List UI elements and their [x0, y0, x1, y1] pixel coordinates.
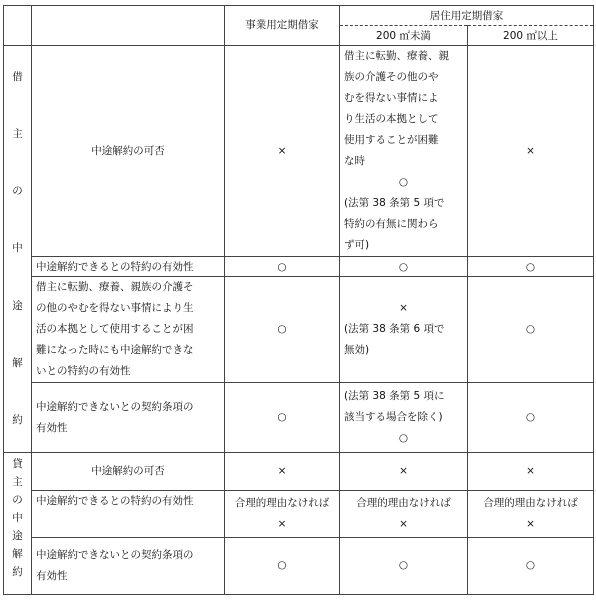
text-line: ず可)	[344, 239, 370, 251]
landlord-row1-item: 中途解約の可否	[32, 453, 225, 491]
header-corner-blank-1	[4, 6, 32, 46]
landlord-label-char: 中	[12, 512, 23, 524]
text-line: 合理的理由なければ	[483, 496, 578, 509]
cross-mark: ×	[277, 517, 287, 530]
text-line: 合理的理由なければ	[234, 496, 330, 509]
landlord-row1-over200: ×	[468, 453, 594, 491]
landlord-label-char: 途	[12, 530, 23, 542]
header-under-200sqm: 200 ㎡未満	[340, 26, 468, 46]
text-line: 借主に転勤、療養、親族の介護そ	[36, 281, 194, 293]
text-line: 合理的理由なければ	[356, 496, 451, 509]
tenant-label-char: 解	[12, 357, 23, 370]
landlord-label-char: の	[12, 494, 23, 506]
tenant-row2-business: ○	[225, 257, 340, 277]
text-line: の他のやむを得ない事情により生	[36, 302, 194, 314]
text-line: 活の本拠として使用することが困	[36, 323, 194, 335]
text-line: (法第 38 条第 6 項で	[344, 323, 445, 335]
termination-comparison-table	[3, 5, 594, 595]
text-line: (法第 38 条第 5 項で	[344, 197, 445, 209]
text-line: 有効性	[36, 421, 68, 434]
tenant-row1-under200	[340, 46, 468, 257]
tenant-row2-item: 中途解約できるとの特約の有効性	[32, 257, 225, 277]
text-line: 族の介護その他のや	[344, 71, 439, 83]
landlord-label-char: 主	[12, 476, 23, 488]
tenant-label-char: 途	[12, 299, 23, 312]
tenant-row3-item	[32, 277, 225, 383]
tenant-row4-over200: ○	[468, 383, 594, 453]
tenant-row1-item: 中途解約の可否	[32, 46, 225, 257]
tenant-label-char: 中	[12, 242, 23, 255]
tenant-row2-over200: ○	[468, 257, 594, 277]
tenant-row3-business: ○	[225, 277, 340, 383]
text-line: 借主に転勤、療養、親	[344, 50, 449, 62]
tenant-row4-under200	[340, 383, 468, 453]
landlord-label-char: 解	[12, 548, 23, 560]
tenant-label-char: 借	[12, 70, 23, 83]
landlord-row3-business: ○	[225, 537, 340, 594]
landlord-label-char: 約	[12, 566, 23, 578]
header-over-200sqm: 200 ㎡以上	[468, 26, 594, 46]
text-line: (法第 38 条第 5 項に	[344, 390, 445, 402]
text-line: 特約の有無に関わら	[344, 218, 439, 230]
tenant-label-char: の	[12, 185, 23, 198]
header-business-lease: 事業用定期借家	[225, 6, 340, 46]
cross-mark: ×	[526, 517, 535, 530]
landlord-row3-item	[32, 537, 225, 594]
landlord-termination-label	[4, 453, 32, 595]
tenant-row1-business: ×	[225, 46, 340, 257]
landlord-row2-over200	[468, 490, 594, 537]
tenant-row4-item	[32, 383, 225, 453]
text-line: 中途解約できないとの契約条項の	[36, 548, 194, 561]
tenant-label-char: 主	[12, 127, 23, 140]
tenant-row3-over200: ○	[468, 277, 594, 383]
text-line: な時	[344, 155, 365, 167]
circle-mark: ○	[398, 176, 409, 188]
landlord-row3-under200: ○	[340, 537, 468, 594]
landlord-row2-under200	[340, 490, 468, 537]
circle-mark: ○	[398, 432, 409, 444]
cross-mark: ×	[399, 302, 408, 314]
tenant-row2-under200: ○	[340, 257, 468, 277]
text-line: 中途解約できないとの契約条項の	[36, 400, 194, 413]
tenant-label-char: 約	[12, 414, 23, 427]
tenant-row1-over200: ×	[468, 46, 594, 257]
text-line: 無効)	[344, 344, 370, 356]
landlord-row1-under200: ×	[340, 453, 468, 491]
text-line: むを得ない事情によ	[344, 92, 439, 104]
text-line: 使用することが困難	[344, 134, 439, 146]
tenant-row4-business: ○	[225, 383, 340, 453]
landlord-row2-item: 中途解約できるとの特約の有効性	[32, 490, 225, 537]
header-residential-lease: 居住用定期借家	[340, 6, 594, 26]
landlord-row3-over200: ○	[468, 537, 594, 594]
tenant-termination-label	[4, 46, 32, 453]
text-line: いとの特約の有効性	[36, 365, 131, 377]
cross-mark: ×	[399, 517, 408, 530]
landlord-row1-business: ×	[225, 453, 340, 491]
tenant-row3-under200	[340, 277, 468, 383]
landlord-label-char: 貸	[12, 458, 23, 470]
header-corner-blank-2	[32, 6, 225, 46]
landlord-row2-business	[225, 490, 340, 537]
text-line: 難になった時にも中途解約できな	[36, 344, 194, 356]
text-line: 有効性	[36, 569, 68, 582]
text-line: 該当する場合を除く)	[344, 411, 443, 423]
comparison-table-wrapper	[3, 5, 594, 595]
text-line: り生活の本拠として	[344, 113, 439, 125]
